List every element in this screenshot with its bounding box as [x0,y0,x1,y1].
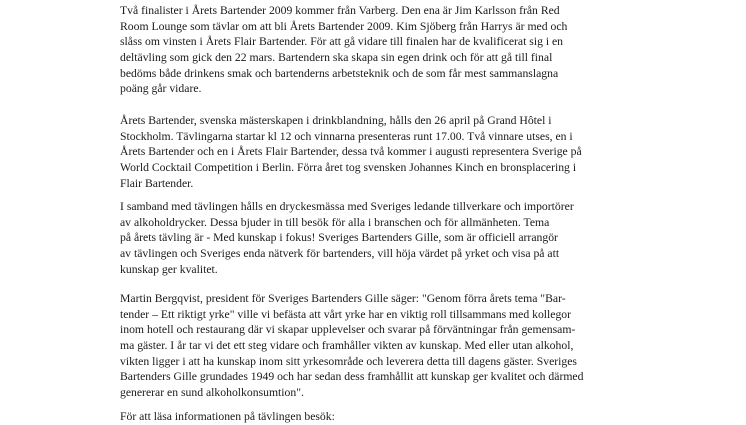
paragraph-fair [120,199,640,277]
text-line: slåss om vinsten i Årets Flair Bartender. För att gå vidare till finalen har de kvalificerat sig i en [120,35,564,49]
text-line: ma gäster. I år tar vi det ett steg vidare och framhåller vikten av kunskap. Med eller utan alkohol, [120,339,574,353]
text-line: tender – Ett riktigt yrke" ville vi befästa att vårt yrke har en viktig roll tillsammans med kollegor [120,307,572,321]
text-line: Årets Bartender och en i Årets Flair Bartender, dessa två kommer i augusti representera Sverige på [120,145,582,159]
text-line: av alkoholdrycker. Dessa bjuder in till besök för alla i branschen och för allmänheten. Tema [120,215,550,229]
text-line: deltävling som gick den 22 mars. Bartendern ska skapa sin egen drink och för att gå till final [120,51,553,65]
text-line: bedöms både drinkens smak och bartenderns arbetsteknik och de som får mest sammanslagna [120,66,559,80]
text-line: Martin Bergqvist, president för Sveriges Bartenders Gille säger: "Genom förra årets tema "Bar- [120,292,566,305]
cutoff-text-line: För att läsa informationen på tävlingen besök: [120,410,335,423]
text-line: genererar en sund alkoholkonsumtion". [120,386,304,400]
text-line: I samband med tävlingen hålls en dryckesmässa med Sveriges ledande tillverkare och importörer [120,200,574,213]
text-line: på årets tävling är - Med kunskap i fokus! Sveriges Bartenders Gille, som är officiell arrangör [120,231,558,245]
paragraph-finalists [120,3,640,97]
text-line: vikten ligger i att ha kunskap inom sitt yrkesområde och leverera detta till dagens gäster. Sveriges [120,354,577,368]
text-line: Room Lounge som tävlar om att bli Årets Bartender 2009. Kim Sjöberg från Harrys är med och [120,19,568,33]
paragraph-quote [120,291,640,401]
text-line: kunskap ger kvalitet. [120,262,218,276]
paragraph-event [120,113,640,191]
text-line: Två finalister i Årets Bartender 2009 kommer från Varberg. Den ena är Jim Karlsson från Red [120,4,560,17]
text-line: Årets Bartender, svenska mästerskapen i drinkblandning, hålls den 26 april på Grand Hôtel i [120,114,552,127]
text-line: av tävlingen och Sveriges enda nätverk för bartenders, vill höja värdet på yrket och visa på att [120,247,560,261]
text-line: Flair Bartender. [120,176,194,190]
text-line: inom hotell och restaurang där vi skapar upplevelser och svarar på förväntningar från gemensam- [120,323,576,337]
text-line: World Cocktail Competition i Berlin. Förra året tog svensken Johannes Kinch en bronsplacering i [120,161,577,175]
text-line: Stockholm. Tävlingarna startar kl 12 och vinnarna presenteras runt 17.00. Två vinnare utses, en i [120,129,573,143]
text-line: poäng går vidare. [120,82,202,96]
text-line: Bartenders Gille grundades 1949 och har sedan dess framhållit att kunskap ger kvalitet och därmed [120,370,584,384]
